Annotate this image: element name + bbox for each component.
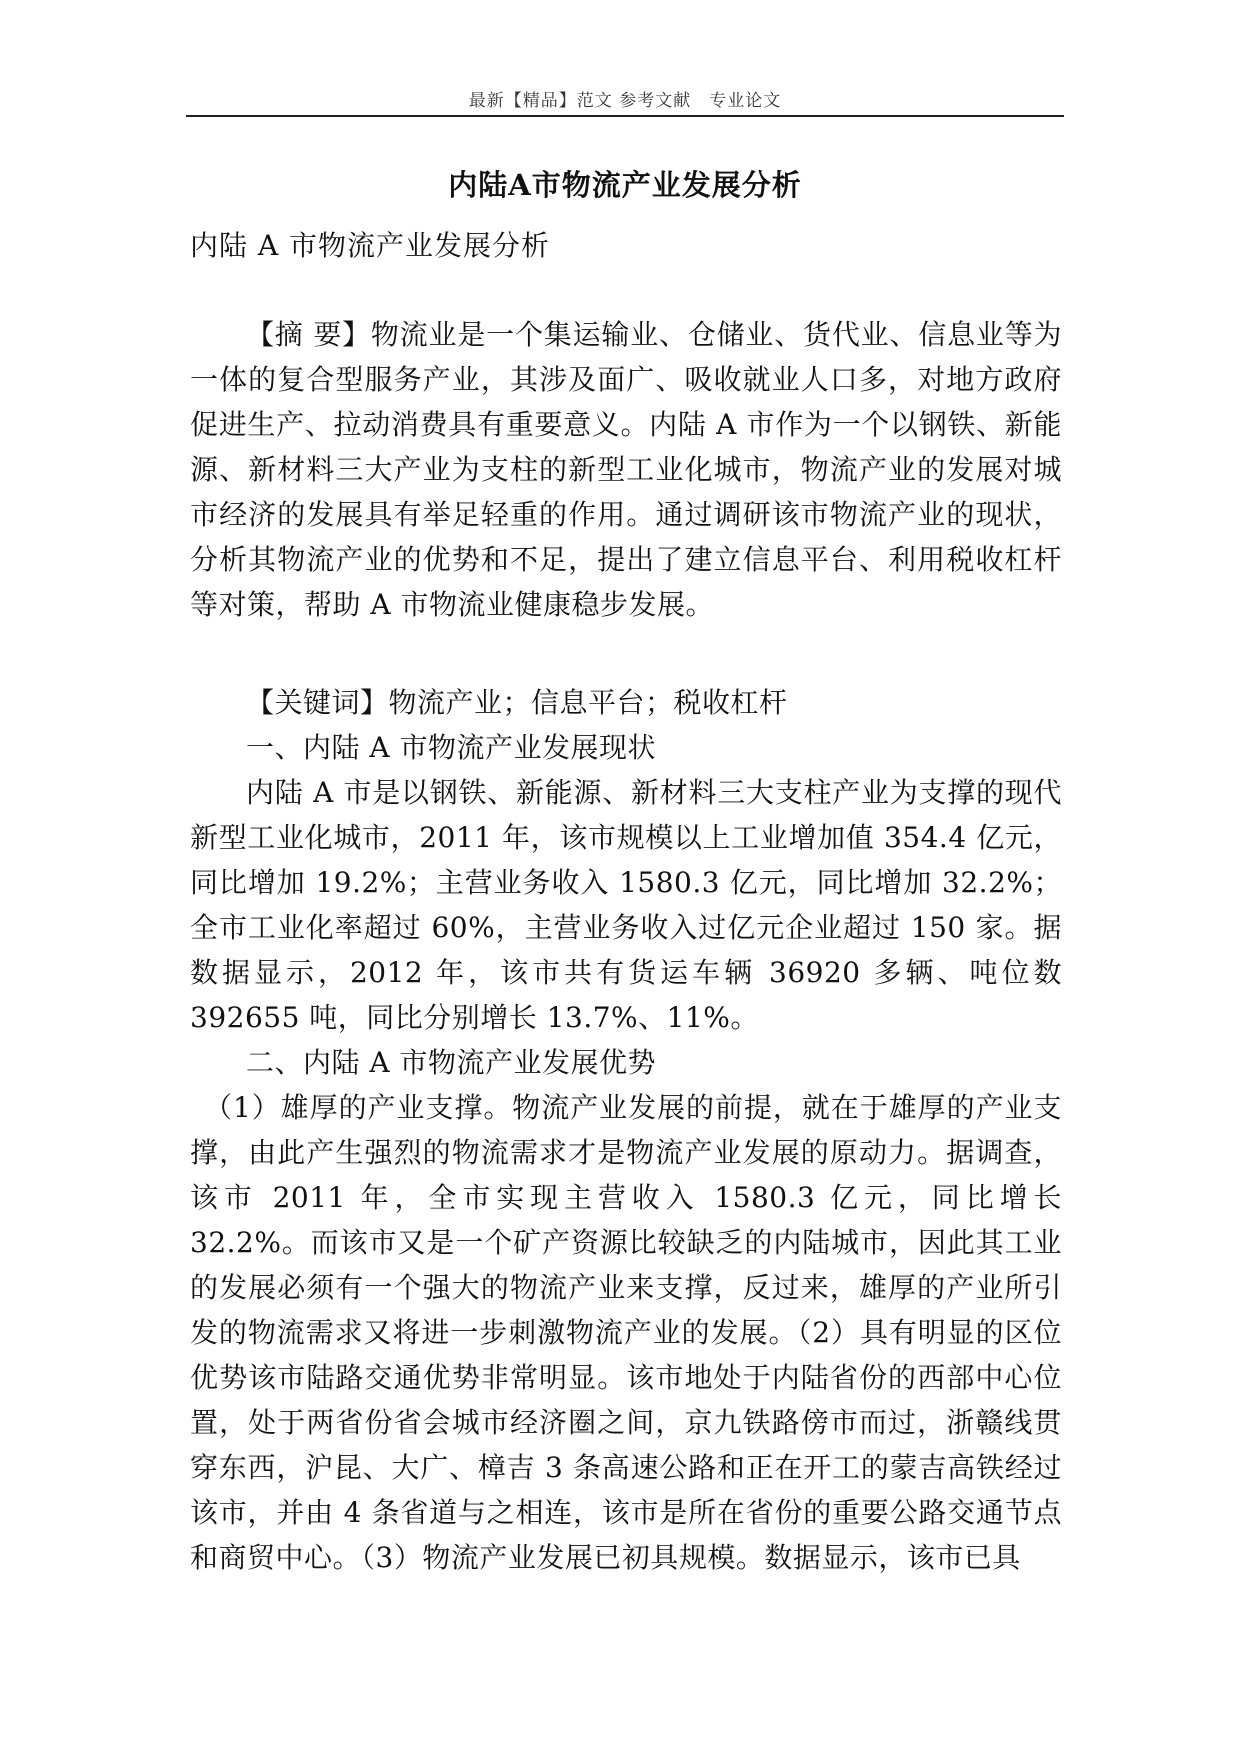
header-divider (186, 115, 1064, 117)
keywords-line: 【关键词】物流产业；信息平台；税收杠杆 (246, 686, 788, 719)
document-subtitle: 内陆 A 市物流产业发展分析 (190, 229, 551, 262)
document-title: 内陆A市物流产业发展分析 (448, 168, 802, 202)
content-section (190, 680, 1062, 1580)
page-header: 最新【精品】范文 参考文献 专业论文 (468, 91, 782, 111)
section-2-paragraph: （1）雄厚的产业支撑。物流产业发展的前提，就在于雄厚的产业支撑，由此产生强烈的物流需求才是物流产业发展的原动力。据调查，该市 2011 年，全市实现主营收入 1580.3 亿元，同比增长 32.2%。而该市又是一个矿产资源比较缺乏的内陆城市，因此其工业的发展必须有一个强大的物流产业来支撑，反过来，雄厚的产业所引发的物流需求又将进一步刺激物流产业的发展。（2）具有明显的区位优势该市陆路交通优势非常明显。该市地处于内陆省份的西部中心位置，处于两省份省会城市经济圈之间，京九铁路傍市而过，浙赣线贯穿东西，沪昆、大广、樟吉 3 条高速公路和正在开工的蒙吉高铁经过该市，并由 4 条省道与之相连，该市是所在省份的重要公路交通节点和商贸中心。（3）物流产业发展已初具规模。数据显示，该市已具 (190, 1091, 1062, 1574)
abstract-paragraph: 【摘 要】物流业是一个集运输业、仓储业、货代业、信息业等为一体的复合型服务产业，其涉及面广、吸收就业人口多，对地方政府促进生产、拉动消费具有重要意义。内陆 A 市作为一个以钢铁、新能源、新材料三大产业为支柱的新型工业化城市，物流产业的发展对城市经济的发展具有举足轻重的作用。通过调研该市物流产业的现状，分析其物流产业的优势和不足，提出了建立信息平台、利用税收杠杆等对策，帮助 A 市物流业健康稳步发展。 (190, 318, 1062, 621)
section-2-heading: 二、内陆 A 市物流产业发展优势 (246, 1046, 657, 1079)
section-1-paragraph: 内陆 A 市是以钢铁、新能源、新材料三大支柱产业为支撑的现代新型工业化城市，2011 年，该市规模以上工业增加值 354.4 亿元，同比增加 19.2%；主营业务收入 1580.3 亿元，同比增加 32.2%；全市工业化率超过 60%，主营业务收入过亿元企业超过 150 家。据数据显示，2012 年，该市共有货运车辆 36920 多辆、吨位数 392655 吨，同比分别增长 13.7%、11%。 (190, 776, 1062, 1034)
section-1-heading: 一、内陆 A 市物流产业发展现状 (246, 731, 657, 764)
abstract-section (190, 312, 1062, 627)
